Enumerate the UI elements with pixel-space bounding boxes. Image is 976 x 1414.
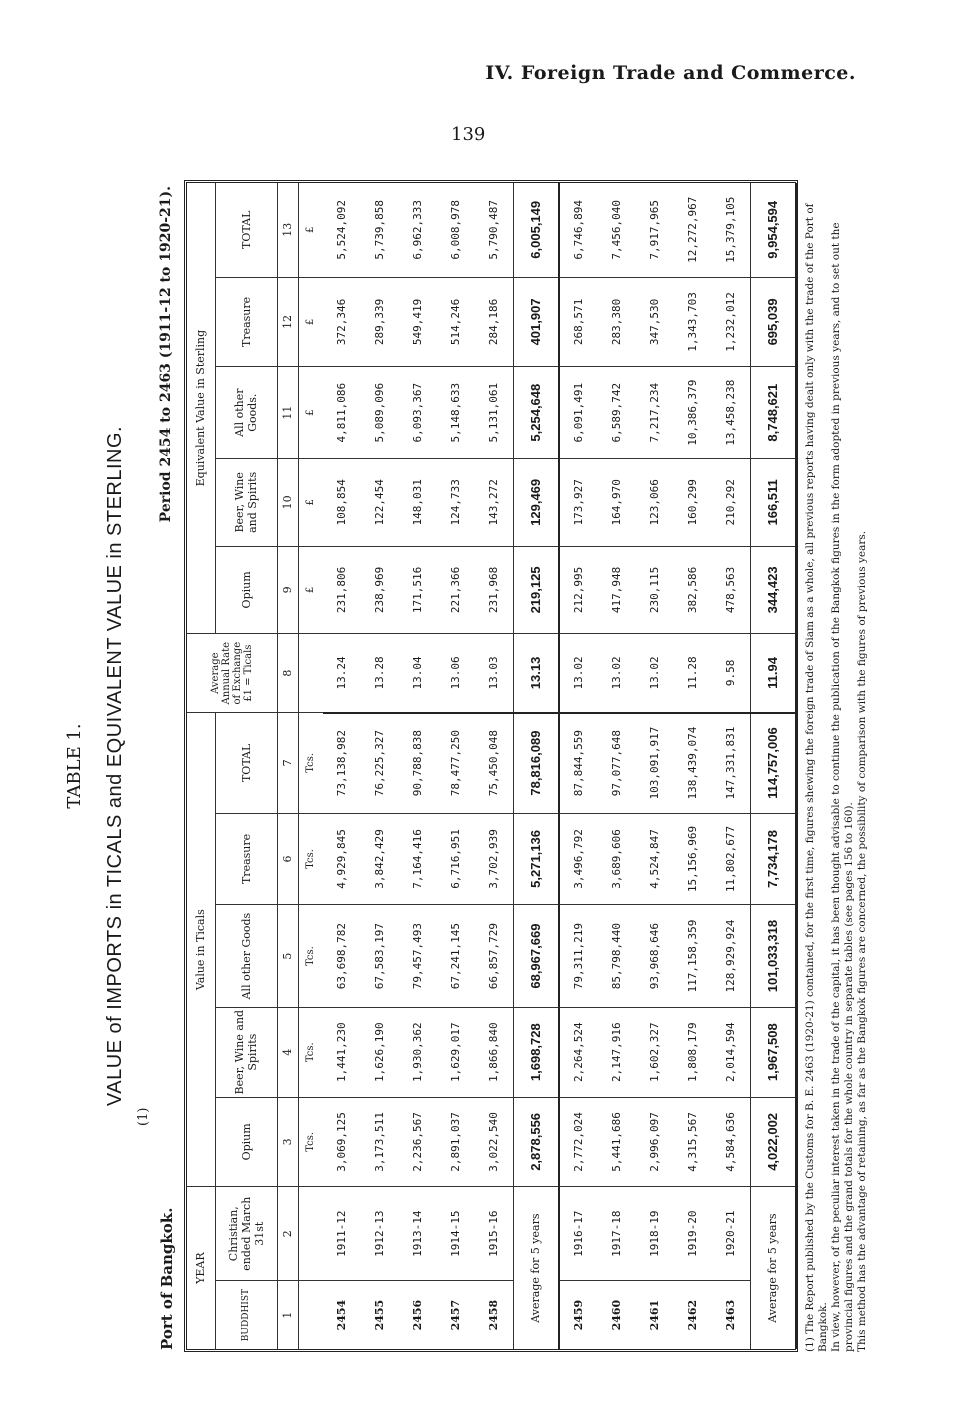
table-cell: 210,292 — [712, 459, 751, 547]
column-number: 9 — [277, 546, 298, 634]
column-number-row — [277, 183, 298, 1349]
table-cell: 4,584,636 — [712, 1097, 751, 1187]
table-cell: 128,929,924 — [712, 905, 751, 1008]
table-cell: 2,891,037 — [437, 1097, 475, 1187]
table-cell: 1,629,017 — [437, 1007, 475, 1097]
table-cell: 79,457,493 — [399, 905, 437, 1008]
unit-label: £ — [298, 546, 323, 634]
table-cell: 6,008,978 — [437, 183, 475, 277]
average-cell: 401,907 — [513, 277, 559, 367]
unit-label — [298, 1187, 323, 1281]
unit-label: £ — [298, 367, 323, 459]
table-cell: 13.02 — [598, 634, 636, 713]
column-number: 13 — [277, 183, 298, 277]
table-cell: 97,077,648 — [598, 713, 636, 813]
table-cell: 3,496,792 — [559, 813, 598, 905]
table-cell: 173,927 — [559, 459, 598, 547]
table-cell: 13,458,238 — [712, 367, 751, 459]
table-cell: 3,689,606 — [598, 813, 636, 905]
header-beer-sterling: Beer, Wine and Spirits — [215, 459, 277, 547]
table-cell: 73,138,982 — [323, 713, 361, 813]
average-cell: 68,967,669 — [513, 905, 559, 1008]
table-cell: 1919-20 — [674, 1187, 712, 1281]
header-exchange-rate: Average Annual Rate of Exchange £1 = Ticals — [187, 634, 277, 713]
table-cell: 1913-14 — [399, 1187, 437, 1281]
average-cell: 2,878,556 — [513, 1097, 559, 1187]
table-cell: 2,996,097 — [636, 1097, 674, 1187]
period-label: Period 2454 to 2463 (1911-12 to 1920-21). — [158, 186, 174, 523]
table-cell: 15,156,969 — [674, 813, 712, 905]
table-cell: 160,299 — [674, 459, 712, 547]
table-row — [399, 183, 437, 1349]
table-cell: 514,246 — [437, 277, 475, 367]
table-row — [323, 183, 361, 1349]
page-header: IV. Foreign Trade and Commerce. — [485, 62, 856, 84]
table-title: TABLE 1. — [64, 723, 85, 809]
column-number: 1 — [277, 1281, 298, 1349]
table-cell: 1912-13 — [361, 1187, 399, 1281]
table-cell: 1920-21 — [712, 1187, 751, 1281]
table-cell: 2457 — [449, 1299, 462, 1331]
table-cell: 283,380 — [598, 277, 636, 367]
footnote-paragraph: This method has the advantage of retaining, as far as the Bangkok figures are concerned, the possibility of comparison with the figures of previous years. — [856, 530, 868, 1352]
table-cell: 13.02 — [636, 634, 674, 713]
table-cell: 12,272,967 — [674, 183, 712, 277]
table-cell: 122,454 — [361, 459, 399, 547]
header-treasure-sterling: Treasure — [215, 277, 277, 367]
average-cell: 695,039 — [750, 277, 796, 367]
table-cell: 9.58 — [712, 634, 751, 713]
column-number: 10 — [277, 459, 298, 547]
average-cell: 1,698,728 — [513, 1007, 559, 1097]
table-cell: 7,456,040 — [598, 183, 636, 277]
table-cell: 5,131,061 — [475, 367, 514, 459]
table-cell: 284,186 — [475, 277, 514, 367]
group-year: YEAR — [187, 1187, 215, 1349]
unit-label: £ — [298, 277, 323, 367]
unit-label: Tcs. — [298, 905, 323, 1008]
table-cell: 6,093,367 — [399, 367, 437, 459]
table-body-block1 — [323, 183, 514, 1349]
average-cell: 6,005,149 — [513, 183, 559, 277]
average-cell: 114,757,006 — [750, 713, 796, 813]
average-row — [750, 183, 796, 1349]
unit-label: £ — [298, 459, 323, 547]
average-cell: 8,748,621 — [750, 367, 796, 459]
table-cell: 148,031 — [399, 459, 437, 547]
header-treasure-ticals: Treasure — [215, 813, 277, 905]
table-cell: 2,014,594 — [712, 1007, 751, 1097]
average-cell: 4,022,002 — [750, 1097, 796, 1187]
average-cell: 5,254,648 — [513, 367, 559, 459]
unit-label — [298, 1281, 323, 1349]
average-cell: 11.94 — [750, 634, 796, 713]
table-cell: 143,272 — [475, 459, 514, 547]
header-christian: Christian, ended March 31st — [215, 1187, 277, 1281]
table-cell: 2,147,916 — [598, 1007, 636, 1097]
table-row — [674, 183, 712, 1349]
table-cell: 13.28 — [361, 634, 399, 713]
table-cell: 63,698,782 — [323, 905, 361, 1008]
table-cell: 164,970 — [598, 459, 636, 547]
table-cell: 347,530 — [636, 277, 674, 367]
average-cell: 78,816,089 — [513, 713, 559, 813]
table-cell: 171,516 — [399, 546, 437, 634]
table-cell: 3,702,939 — [475, 813, 514, 905]
column-number: 12 — [277, 277, 298, 367]
average-label: Average for 5 years — [750, 1187, 796, 1349]
table-row — [598, 183, 636, 1349]
table-average-block2 — [750, 183, 796, 1349]
table-cell: 2461 — [648, 1299, 661, 1331]
unit-label: £ — [298, 183, 323, 277]
table-body-block2 — [559, 183, 751, 1349]
column-number: 8 — [277, 634, 298, 713]
unit-row — [298, 183, 323, 1349]
table-cell: 230,115 — [636, 546, 674, 634]
table-cell: 2459 — [572, 1299, 585, 1331]
table-cell: 231,968 — [475, 546, 514, 634]
table-cell: 93,968,646 — [636, 905, 674, 1008]
average-cell: 101,033,318 — [750, 905, 796, 1008]
header-other-sterling: All other Goods. — [215, 367, 277, 459]
page-number: 139 — [451, 124, 486, 145]
table-average-block1 — [513, 183, 559, 1349]
header-opium-sterling: Opium — [215, 546, 277, 634]
table-cell: 85,798,440 — [598, 905, 636, 1008]
header-buddhist: BUDDHIST — [215, 1281, 277, 1349]
table-cell: 67,241,145 — [437, 905, 475, 1008]
table-cell: 79,311,219 — [559, 905, 598, 1008]
table-cell: 478,563 — [712, 546, 751, 634]
table-cell: 1,441,230 — [323, 1007, 361, 1097]
average-cell: 5,271,136 — [513, 813, 559, 905]
table-cell: 382,586 — [674, 546, 712, 634]
table-row — [437, 183, 475, 1349]
header-total-sterling: TOTAL — [215, 183, 277, 277]
table-cell: 103,091,917 — [636, 713, 674, 813]
column-number: 11 — [277, 367, 298, 459]
table-cell: 5,524,092 — [323, 183, 361, 277]
table-cell: 87,844,559 — [559, 713, 598, 813]
port-label: Port of Bangkok. — [158, 1207, 176, 1350]
average-cell: 129,469 — [513, 459, 559, 547]
table-cell: 231,806 — [323, 546, 361, 634]
unit-label: Tcs. — [298, 813, 323, 905]
table-cell: 5,739,858 — [361, 183, 399, 277]
header-opium-ticals: Opium — [215, 1097, 277, 1187]
table-cell: 66,857,729 — [475, 905, 514, 1008]
unit-label: Tcs. — [298, 713, 323, 813]
table-cell: 1917-18 — [598, 1187, 636, 1281]
table-row — [712, 183, 751, 1349]
group-ticals: Value in Ticals — [187, 713, 215, 1187]
table-cell: 123,066 — [636, 459, 674, 547]
footnote-paragraph: (1) The Report published by the Customs for B. E. 2463 (1920-21) contained, for the first time, figures shewing the foreign trade of Siam as a whole, all previous reports having dealt only with the trade of the Port of Bangkok. — [804, 203, 829, 1352]
unit-label — [298, 634, 323, 713]
table-cell: 2,264,524 — [559, 1007, 598, 1097]
table-cell: 7,917,965 — [636, 183, 674, 277]
average-cell: 166,511 — [750, 459, 796, 547]
average-label: Average for 5 years — [513, 1187, 559, 1349]
table-cell: 2455 — [373, 1299, 386, 1331]
footnote-reference: (1) — [136, 1107, 151, 1126]
table-cell: 4,811,086 — [323, 367, 361, 459]
column-number: 4 — [277, 1007, 298, 1097]
table-cell: 78,477,250 — [437, 713, 475, 813]
column-number: 5 — [277, 905, 298, 1008]
table-cell: 117,158,359 — [674, 905, 712, 1008]
average-cell: 219,125 — [513, 546, 559, 634]
footnote-paragraph: In view, however, of the peculiar interest taken in the trade of the capital, it has been thought advisable to continue the publication of the Bangkok figures in the form adopted in previous years, and to set out the provincial figures and the grand totals for the whole country in separate tables (see pages 156 to 160). — [830, 222, 855, 1352]
table-cell: 1914-15 — [437, 1187, 475, 1281]
table-cell: 3,173,511 — [361, 1097, 399, 1187]
table-cell: 124,733 — [437, 459, 475, 547]
table-cell: 3,022,540 — [475, 1097, 514, 1187]
table-cell: 67,583,197 — [361, 905, 399, 1008]
table-cell: 4,929,845 — [323, 813, 361, 905]
unit-label: Tcs. — [298, 1007, 323, 1097]
table-cell: 5,441,686 — [598, 1097, 636, 1187]
table-cell: 1918-19 — [636, 1187, 674, 1281]
table-cell: 6,091,491 — [559, 367, 598, 459]
table-cell: 2,772,024 — [559, 1097, 598, 1187]
table-cell: 75,450,048 — [475, 713, 514, 813]
table-cell: 417,948 — [598, 546, 636, 634]
table-cell: 2463 — [724, 1299, 737, 1331]
table-row — [361, 183, 399, 1349]
table-cell: 5,089,096 — [361, 367, 399, 459]
header-other-ticals: All other Goods — [215, 905, 277, 1008]
table-cell: 372,346 — [323, 277, 361, 367]
table-row — [559, 183, 598, 1349]
average-cell: 13.13 — [513, 634, 559, 713]
column-number: 6 — [277, 813, 298, 905]
table-cell: 13.02 — [559, 634, 598, 713]
column-number: 7 — [277, 713, 298, 813]
table-cell: 13.24 — [323, 634, 361, 713]
table-cell: 1,866,840 — [475, 1007, 514, 1097]
table-cell: 1,930,362 — [399, 1007, 437, 1097]
average-row — [513, 183, 559, 1349]
table-cell: 7,217,234 — [636, 367, 674, 459]
table-cell: 238,969 — [361, 546, 399, 634]
table-cell: 6,716,951 — [437, 813, 475, 905]
table-cell: 1911-12 — [323, 1187, 361, 1281]
table-subtitle: VALUE of IMPORTS in TICALS and EQUIVALENT VALUE in STERLING. — [104, 425, 126, 1107]
table-cell: 1915-16 — [475, 1187, 514, 1281]
table-row — [475, 183, 514, 1349]
table-cell: 268,571 — [559, 277, 598, 367]
table-cell: 2456 — [411, 1299, 424, 1331]
table-cell: 1,808,179 — [674, 1007, 712, 1097]
table-cell: 10,386,379 — [674, 367, 712, 459]
table-cell: 6,746,894 — [559, 183, 598, 277]
footnotes — [804, 180, 869, 1352]
table-cell: 11.28 — [674, 634, 712, 713]
table-cell: 5,148,633 — [437, 367, 475, 459]
table-cell: 13.06 — [437, 634, 475, 713]
table-cell: 5,790,487 — [475, 183, 514, 277]
table-cell: 1916-17 — [559, 1187, 598, 1281]
table-cell: 13.04 — [399, 634, 437, 713]
table-cell: 6,589,742 — [598, 367, 636, 459]
table-cell: 3,069,125 — [323, 1097, 361, 1187]
table-cell: 2460 — [610, 1299, 623, 1331]
table-cell: 2462 — [686, 1299, 699, 1331]
table-cell: 1,232,012 — [712, 277, 751, 367]
table-cell: 4,315,567 — [674, 1097, 712, 1187]
average-cell: 1,967,508 — [750, 1007, 796, 1097]
column-number: 2 — [277, 1187, 298, 1281]
imports-table — [187, 183, 797, 1349]
table-cell: 6,962,333 — [399, 183, 437, 277]
table-cell: 221,366 — [437, 546, 475, 634]
header-total-ticals: TOTAL — [215, 713, 277, 813]
table-cell: 3,842,429 — [361, 813, 399, 905]
table-cell: 1,343,703 — [674, 277, 712, 367]
table-cell: 11,802,677 — [712, 813, 751, 905]
table-cell: 147,331,831 — [712, 713, 751, 813]
unit-label: Tcs. — [298, 1097, 323, 1187]
table-cell: 2458 — [487, 1299, 500, 1331]
average-cell: 344,423 — [750, 546, 796, 634]
average-cell: 9,954,594 — [750, 183, 796, 277]
imports-table-frame — [184, 180, 798, 1352]
table-cell: 212,995 — [559, 546, 598, 634]
table-cell: 289,339 — [361, 277, 399, 367]
table-cell: 13.03 — [475, 634, 514, 713]
table-cell: 4,524,847 — [636, 813, 674, 905]
table-cell: 108,854 — [323, 459, 361, 547]
table-cell: 76,225,327 — [361, 713, 399, 813]
table-cell: 90,788,838 — [399, 713, 437, 813]
average-cell: 7,734,178 — [750, 813, 796, 905]
table-cell: 15,379,105 — [712, 183, 751, 277]
table-cell: 549,419 — [399, 277, 437, 367]
group-sterling: Equivalent Value in Sterling — [187, 183, 215, 634]
column-number: 3 — [277, 1097, 298, 1187]
rotated-table-block — [50, 180, 890, 1352]
table-cell: 2,236,567 — [399, 1097, 437, 1187]
table-cell: 7,164,416 — [399, 813, 437, 905]
table-row — [636, 183, 674, 1349]
table-cell: 138,439,074 — [674, 713, 712, 813]
table-cell: 2454 — [335, 1299, 348, 1331]
table-cell: 1,626,190 — [361, 1007, 399, 1097]
table-cell: 1,602,327 — [636, 1007, 674, 1097]
header-beer-ticals: Beer, Wine and Spirits — [215, 1007, 277, 1097]
